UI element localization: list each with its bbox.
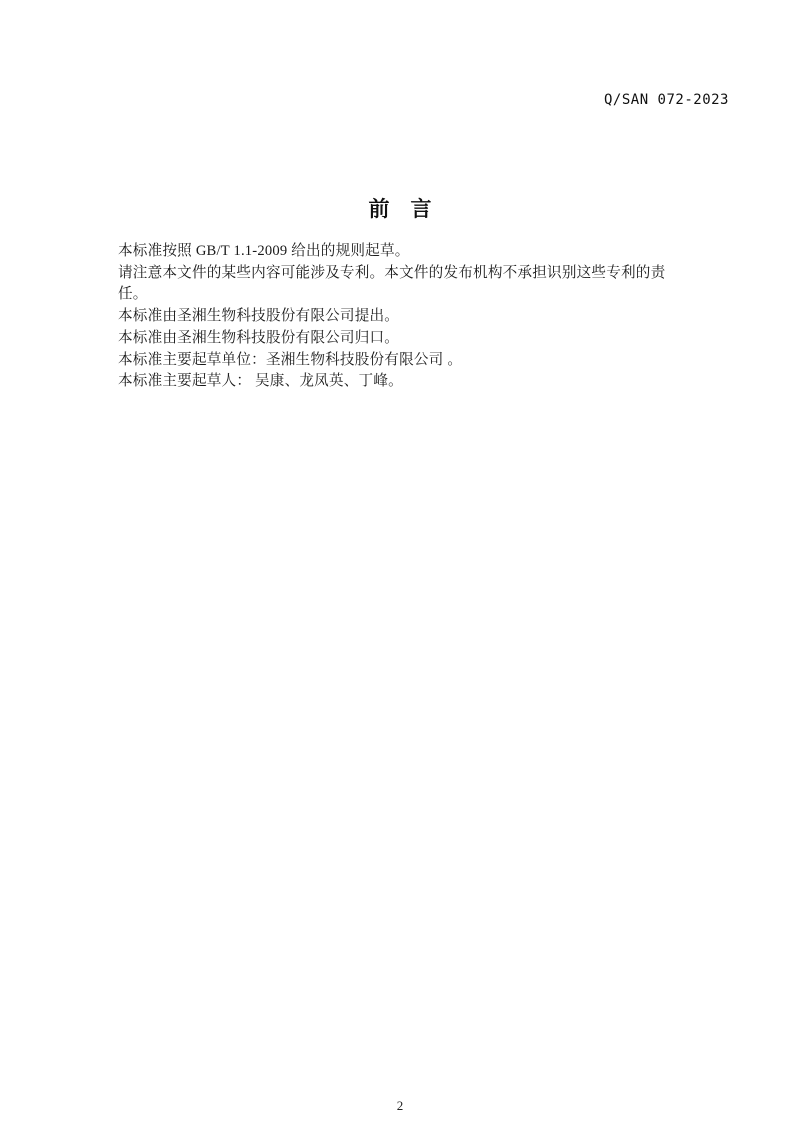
foreword-line: 本标准主要起草人： 吴康、龙凤英、丁峰。 [118, 373, 403, 390]
page-number: 2 [396, 1098, 404, 1113]
foreword-line: 本标准按照 GB/T 1.1-2009 给出的规则起草。 [118, 243, 410, 259]
foreword-body [118, 241, 682, 393]
foreword-line: 本标准主要起草单位：圣湘生物科技股份有限公司 。 [118, 351, 463, 368]
foreword-line: 请注意本文件的某些内容可能涉及专利。本文件的发布机构不承担识别这些专利的责任。 [118, 264, 666, 303]
foreword-line: 本标准由圣湘生物科技股份有限公司归口。 [118, 329, 400, 346]
standard-code: Q/SAN 072-2023 [603, 92, 729, 108]
page-title: 前 言 [368, 197, 432, 221]
foreword-line: 本标准由圣湘生物科技股份有限公司提出。 [118, 308, 400, 325]
